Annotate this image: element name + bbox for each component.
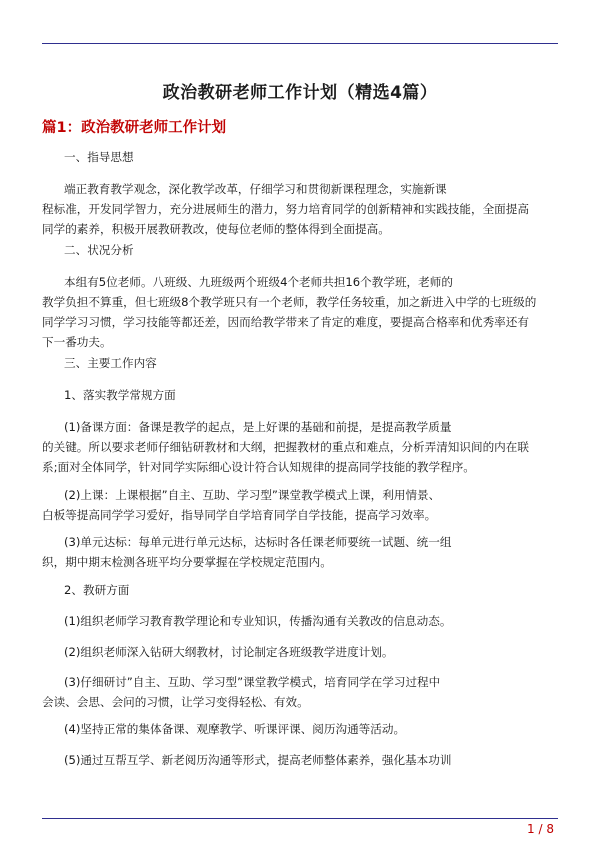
- paragraph: [42, 672, 558, 712]
- footer-rule: [42, 818, 558, 819]
- page-indicator: 1 / 8: [527, 822, 554, 836]
- header-rule: [42, 43, 558, 44]
- text-line: 会读、会思、会问的习惯，让学习变得轻松、有效。: [42, 695, 309, 709]
- paragraph: [42, 719, 558, 739]
- subheading-teaching-research: [42, 580, 558, 600]
- text-line: (4)坚持正常的集体备课、观摩教学、听课评课、阅历沟通等活动。: [64, 722, 406, 736]
- text-line: (3)仔细研讨”自主、互助、学习型”课堂教学模式，培育同学在学习过程中: [64, 675, 441, 689]
- text-line: 2、教研方面: [64, 583, 130, 597]
- paragraph: [42, 179, 558, 239]
- text-line: 同学学习习惯，学习技能等都还差，因而给教学带来了肯定的难度，要提高合格率和优秀率还有: [42, 315, 529, 329]
- text-line: (2)组织老师深入钻研大纲教材，讨论制定各班级教学进度计划。: [64, 645, 394, 659]
- text-line: 系;面对全体同学，针对同学实际细心设计符合认知规律的提高同学技能的教学程序。: [42, 460, 475, 474]
- section-heading: 篇1：政治教研老师工作计划: [42, 120, 227, 136]
- text-line: (3)单元达标：每单元进行单元达标，达标时各任课老师要统一试题、统一组: [64, 535, 452, 549]
- text-line: (2)上课：上课根据”自主、互助、学习型”课堂教学模式上课，利用情景、: [64, 488, 441, 502]
- text-line: 白板等提高同学学习爱好，指导同学自学培育同学自学技能，提高学习效率。: [42, 508, 437, 522]
- text-line: 三、主要工作内容: [64, 356, 157, 370]
- paragraph: [42, 485, 558, 525]
- paragraph: [42, 272, 558, 352]
- text-line: 1、落实教学常规方面: [64, 388, 176, 402]
- text-line: 教学负担不算重，但七班级8个教学班只有一个老师，教学任务较重，加之新进入中学的七班级的: [42, 295, 537, 309]
- text-line: (1)备课方面：备课是教学的起点，是上好课的基础和前提，是提高教学质量: [64, 420, 452, 434]
- page-title: 政治教研老师工作计划（精选4篇）: [162, 83, 438, 103]
- subheading-teaching-routine: [42, 385, 558, 405]
- paragraph: [42, 611, 558, 631]
- text-line: (5)通过互帮互学、新老阅历沟通等形式，提高老师整体素养，强化基本功训: [64, 753, 452, 767]
- text-line: 同学的素养，积极开展教研教改，使每位老师的整体得到全面提高。: [42, 222, 390, 236]
- text-line: 本组有5位老师。八班级、九班级两个班级4个老师共担16个教学班，老师的: [64, 275, 453, 289]
- text-line: 二、状况分析: [64, 243, 134, 257]
- text-line: 一、指导思想: [64, 150, 134, 164]
- text-line: 端正教育教学观念，深化教学改革，仔细学习和贯彻新课程理念，实施新课: [64, 182, 447, 196]
- heading-guiding-thought: [42, 147, 558, 167]
- text-line: 织，期中期末检测各班平均分要掌握在学校规定范围内。: [42, 555, 332, 569]
- heading-situation-analysis: [42, 240, 558, 260]
- text-line: 下一番功夫。: [42, 335, 112, 349]
- paragraph: [42, 417, 558, 477]
- paragraph: [42, 532, 558, 572]
- heading-main-work: [42, 353, 558, 373]
- paragraph: [42, 750, 558, 770]
- text-line: (1)组织老师学习教育教学理论和专业知识，传播沟通有关教改的信息动态。: [64, 614, 452, 628]
- paragraph: [42, 642, 558, 662]
- text-line: 的关键。所以要求老师仔细钻研教材和大纲，把握教材的重点和难点，分析弄清知识间的内在联: [42, 440, 529, 454]
- text-line: 程标准，开发同学智力，充分进展师生的潜力，努力培育同学的创新精神和实践技能，全面提高: [42, 202, 529, 216]
